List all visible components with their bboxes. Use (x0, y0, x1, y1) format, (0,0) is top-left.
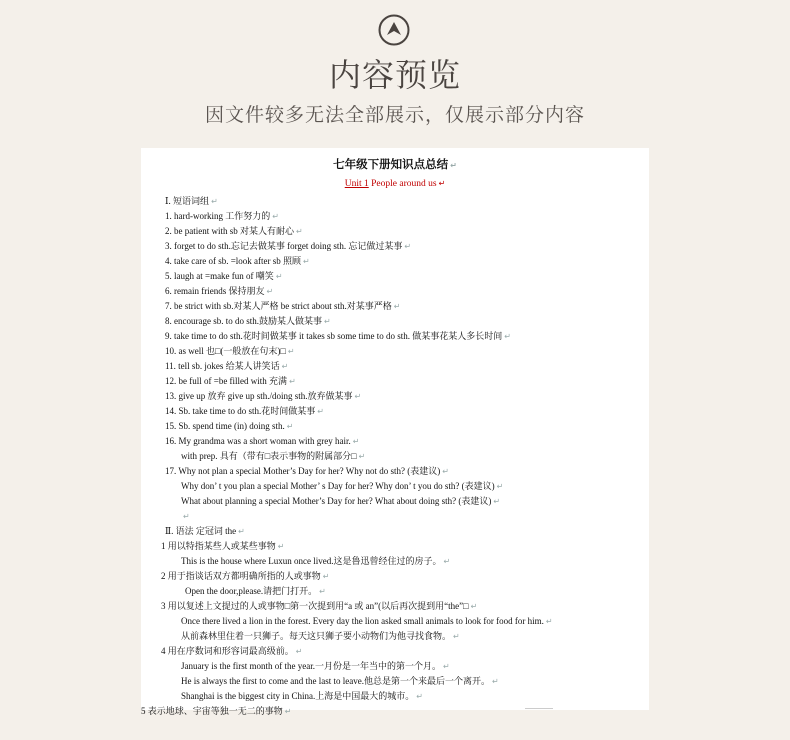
line-text: 5 表示地球、宇宙等独一无二的事物 (141, 706, 283, 716)
return-mark: ↵ (322, 572, 330, 581)
document-title-text: 七年级下册知识点总结 (333, 157, 449, 171)
return-mark: ↵ (266, 287, 274, 296)
unit-prefix: Unit 1 (344, 179, 369, 189)
document-line (161, 570, 329, 583)
return-mark: ↵ (281, 362, 289, 371)
document-line (181, 660, 450, 673)
return-mark: ↵ (317, 407, 324, 416)
document-line (165, 255, 310, 268)
return-mark: ↵ (277, 542, 285, 551)
document-line (165, 405, 324, 418)
return-mark: ↵ (450, 161, 457, 170)
line-text: 14. Sb. take time to do sth.花时间做某事 (165, 406, 316, 416)
line-text: 7. be strict with sb.对某人严格 be strict about sth.对某事严格 (165, 301, 392, 311)
document-line (165, 435, 359, 448)
return-mark: ↵ (352, 437, 360, 446)
return-mark: ↵ (393, 302, 401, 311)
return-mark: ↵ (453, 632, 460, 641)
divider (525, 708, 553, 709)
document-line (165, 285, 273, 298)
line-text: 16. My grandma was a short woman with grey hair. (165, 436, 351, 446)
document-line (165, 375, 296, 388)
document-page (141, 148, 649, 716)
return-mark: ↵ (438, 179, 446, 188)
document-line (181, 510, 190, 523)
return-mark: ↵ (275, 272, 283, 281)
document-line (165, 195, 218, 208)
line-text: 从前森林里住着一只狮子。每天这只狮子要小动物们为他寻找食物。 (181, 631, 452, 641)
line-text: 3. forget to do sth.忘记去做某事 forget doing sth. 忘记做过某事 (165, 241, 403, 251)
return-mark: ↵ (442, 662, 450, 671)
line-text: 4 用在序数词和形容词最高级前。 (161, 646, 294, 656)
line-text: 13. give up 放弃 give up sth./doing sth.放弃做某事 (165, 391, 353, 401)
document-line (181, 480, 503, 493)
return-mark: ↵ (211, 197, 218, 206)
return-mark: ↵ (404, 242, 412, 251)
line-text: He is always the first to come and the last to leave.他总是第一个来最后一个离开。 (181, 676, 490, 686)
return-mark: ↵ (354, 392, 362, 401)
unit-title (141, 179, 649, 189)
line-text: This is the house where Luxun once lived.这是鲁迅曾经住过的房子。 (181, 556, 442, 566)
return-mark: ↵ (491, 677, 499, 686)
return-mark: ↵ (470, 602, 478, 611)
line-text: Shanghai is the biggest city in China.上海是中国最大的城市。 (181, 691, 415, 701)
return-mark: ↵ (303, 257, 310, 266)
document-line (165, 465, 449, 478)
unit-title-text: People around us (371, 179, 437, 189)
return-mark: ↵ (287, 347, 295, 356)
return-mark: ↵ (286, 422, 294, 431)
line-text: 2. be patient with sb 对某人有耐心 (165, 226, 294, 236)
line-text: 8. encourage sb. to do sth.鼓励某人做某事 (165, 316, 322, 326)
document-line (161, 645, 302, 658)
document-line (181, 555, 450, 568)
document-line (141, 705, 291, 718)
document-line (165, 390, 361, 403)
document-line (165, 420, 293, 433)
line-text: January is the first month of the year.一月份是一年当中的第一个月。 (181, 661, 441, 671)
document-line (165, 240, 411, 253)
line-text: Ⅱ. 语法 定冠词 the (165, 526, 237, 536)
return-mark: ↵ (289, 377, 296, 386)
document-line (181, 690, 423, 703)
line-text: 1 用以特指某些人或某些事物 (161, 541, 276, 551)
document-line (181, 495, 500, 508)
return-mark: ↵ (284, 707, 292, 716)
return-mark: ↵ (296, 227, 303, 236)
line-text: 15. Sb. spend time (in) doing sth. (165, 421, 285, 431)
return-mark: ↵ (496, 482, 504, 491)
document-line (165, 525, 245, 538)
return-mark: ↵ (443, 557, 451, 566)
return-mark: ↵ (323, 317, 331, 326)
line-text: 11. tell sb. jokes 给某人讲笑话 (165, 361, 280, 371)
up-arrow-circle-icon (378, 14, 410, 46)
line-text: Ⅰ. 短语词组 (165, 196, 210, 206)
return-mark: ↵ (272, 212, 279, 221)
line-text: What about planning a special Mother’s Day for her? What about doing sth? (表建议) (181, 496, 492, 506)
return-mark: ↵ (545, 617, 553, 626)
document-line (181, 630, 460, 643)
document-line (181, 675, 499, 688)
line-text: Open the door,please.请把门打开。 (185, 586, 318, 596)
document-line (161, 600, 477, 613)
line-text: 9. take time to do sth.花时间做某事 it takes sb some time to do sth. 做某事花某人多长时间 (165, 331, 503, 341)
line-text: 17. Why not plan a special Mother’s Day for her? Why not do sth? (表建议) (165, 466, 441, 476)
preview-title: 内容预览 (328, 56, 461, 94)
document-line (165, 225, 303, 238)
line-text: Once there lived a lion in the forest. Every day the lion asked small animals to look for food for him. (181, 616, 544, 626)
document-title (141, 156, 649, 172)
document-line (165, 300, 400, 313)
document-line (185, 585, 326, 598)
document-line (165, 345, 295, 358)
line-text: 5. laugh at =make fun of 嘲笑 (165, 271, 274, 281)
return-mark: ↵ (319, 587, 326, 596)
preview-subtitle: 因文件较多无法全部展示，仅展示部分内容 (204, 104, 585, 126)
document-line (165, 360, 288, 373)
return-mark: ↵ (493, 497, 501, 506)
document-line (165, 330, 511, 343)
document-line (181, 615, 553, 628)
return-mark: ↵ (442, 467, 449, 476)
document-line (165, 270, 283, 283)
document-line (181, 450, 365, 463)
line-text: 12. be full of =be filled with 充满 (165, 376, 288, 386)
return-mark: ↵ (416, 692, 423, 701)
document-line (161, 540, 284, 553)
return-mark: ↵ (183, 512, 190, 521)
line-text: 10. as well 也□(一般放在句末)□ (165, 346, 286, 356)
line-text: with prep. 具有（带有□表示事物的附属部分□ (181, 451, 357, 461)
return-mark: ↵ (295, 647, 303, 656)
line-text: 2 用于指谈话双方都明确所指的人或事物 (161, 571, 321, 581)
line-text: 6. remain friends 保持朋友 (165, 286, 265, 296)
return-mark: ↵ (504, 332, 511, 341)
return-mark: ↵ (358, 452, 366, 461)
line-text: 4. take care of sb. =look after sb 照顾 (165, 256, 302, 266)
return-mark: ↵ (238, 527, 245, 536)
line-text: 1. hard-working 工作努力的 (165, 211, 271, 221)
document-line (165, 315, 331, 328)
line-text: Why don’ t you plan a special Mother’ s Day for her? Why don’ t you do sth? (表建议) (181, 481, 495, 491)
line-text: 3 用以复述上文提过的人或事物□第一次提到用“a 或 an”(以后再次提到用“the”□ (161, 601, 469, 611)
document-line (165, 210, 279, 223)
